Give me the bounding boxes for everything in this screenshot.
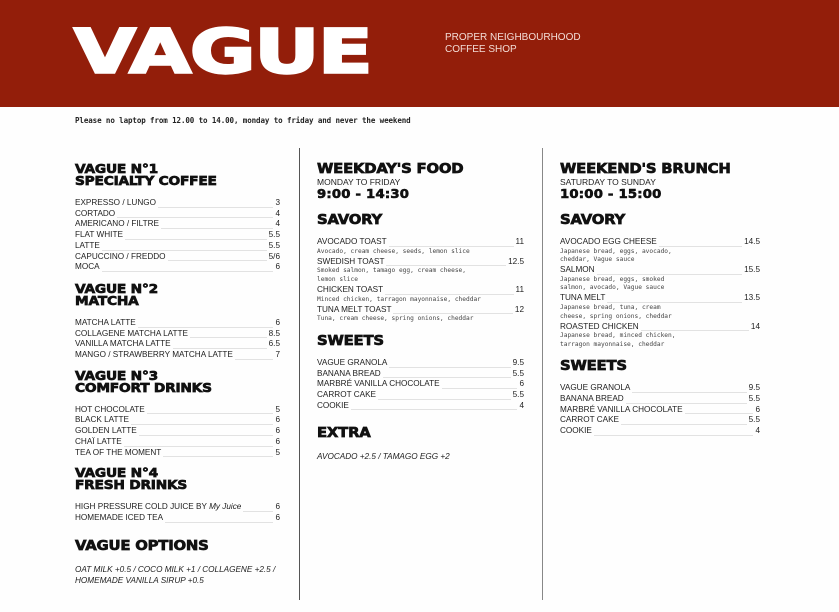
- dot-leader: [597, 274, 742, 275]
- menu-item: [560, 293, 760, 304]
- section-title: FRESH DRINKS: [75, 477, 188, 493]
- item-price: 5.5: [748, 415, 760, 425]
- dot-leader: [632, 392, 746, 393]
- drinks-column: [75, 163, 280, 586]
- dot-leader: [607, 302, 742, 303]
- item-price: 6: [275, 262, 280, 272]
- item-name: FLAT WHITE: [75, 230, 123, 240]
- column-title: WEEKEND'S BRUNCH: [560, 161, 731, 177]
- item-name: COOKIE: [560, 426, 592, 436]
- menu-item: [317, 390, 524, 401]
- item-price: 5.5: [748, 394, 760, 404]
- section-savory: [560, 214, 760, 349]
- section-title: SAVORY: [317, 212, 383, 228]
- dot-leader: [594, 435, 754, 436]
- item-name: EXPRESSO / LUNGO: [75, 198, 156, 207]
- menu-list: [75, 405, 280, 459]
- item-price: 6: [275, 502, 280, 512]
- item-price: 5: [275, 447, 280, 457]
- item-price: 11: [515, 284, 524, 294]
- item-description: Tuna, cream cheese, spring onions, cheddar: [317, 315, 474, 323]
- item-name: MARBRÉ VANILLA CHOCOLATE: [560, 404, 683, 414]
- item-name: AVOCADO TOAST: [317, 237, 387, 246]
- dot-leader: [621, 424, 747, 425]
- dot-leader: [386, 265, 506, 266]
- item-description: Japanese bread, eggs, avocado, cheddar, Vague sauce: [560, 247, 672, 264]
- menu-list: [317, 358, 524, 412]
- menu-item: [560, 237, 760, 248]
- item-price: 5/6: [268, 251, 280, 261]
- section-sweets: [317, 332, 524, 412]
- section-title: VAGUE N°4: [75, 465, 158, 481]
- item-price: 9.5: [748, 383, 760, 393]
- item-price: 15.5: [744, 265, 760, 275]
- tagline-line-1: PROPER NEIGHBOURHOOD: [445, 32, 581, 43]
- menu-item: [317, 257, 524, 268]
- item-name: BANANA BREAD: [317, 368, 381, 378]
- item-price: 5.5: [268, 240, 280, 250]
- menu-item: [317, 401, 524, 412]
- item-price: 6: [519, 379, 524, 389]
- dot-leader: [173, 348, 267, 349]
- dot-leader: [165, 522, 273, 523]
- dot-leader: [102, 250, 267, 251]
- dot-leader: [168, 260, 267, 261]
- dot-leader: [243, 511, 273, 512]
- item-price: 6: [275, 436, 280, 446]
- item-price: 6: [275, 317, 280, 327]
- item-name: HOT CHOCOLATE: [75, 404, 145, 414]
- item-price: 7: [275, 350, 280, 360]
- item-name: GOLDEN LATTE: [75, 426, 137, 436]
- section-title: COMFORT DRINKS: [75, 379, 212, 395]
- dot-leader: [235, 359, 274, 360]
- item-name: BANANA BREAD: [560, 394, 624, 404]
- dot-leader: [389, 246, 514, 247]
- item-name: TUNA MELT: [560, 293, 606, 303]
- menu-item: [75, 230, 280, 241]
- menu-list: [560, 237, 760, 349]
- menu-list: [317, 237, 524, 324]
- item-name: [75, 502, 243, 513]
- item-price: 3: [275, 198, 280, 207]
- item-name: VAGUE GRANOLA: [560, 383, 631, 393]
- dot-leader: [393, 313, 512, 314]
- item-price: 9.5: [512, 357, 524, 367]
- item-name: CARROT CAKE: [317, 389, 376, 399]
- menu-item: [317, 237, 524, 248]
- item-name: CHICKEN TOAST: [317, 284, 384, 294]
- laptop-notice: Please no laptop from 12.00 to 14.00, monday to friday and never the weekend: [75, 116, 411, 125]
- tagline: [445, 32, 581, 56]
- hours-label: 10:00 - 15:00: [560, 187, 662, 201]
- menu-item: [75, 318, 280, 329]
- item-name: SALMON: [560, 265, 595, 275]
- item-name: COLLAGENE MATCHA LATTE: [75, 328, 188, 338]
- item-price: 6.5: [268, 339, 280, 349]
- brand-logo: VAGUE: [74, 17, 372, 88]
- menu-list: [560, 383, 760, 437]
- section-fresh-drinks: [75, 467, 280, 523]
- menu-item: [75, 350, 280, 361]
- hours-label: 9:00 - 14:30: [317, 187, 410, 201]
- menu-item: [317, 369, 524, 380]
- dot-leader: [124, 446, 274, 447]
- dot-leader: [161, 228, 273, 229]
- item-name: BLACK LATTE: [75, 415, 129, 425]
- dot-leader: [102, 271, 274, 272]
- menu-item: [75, 502, 280, 513]
- section-title: SWEETS: [317, 332, 384, 349]
- menu-item: [75, 405, 280, 416]
- days-label: MONDAY TO FRIDAY: [317, 177, 401, 187]
- item-price: 6: [275, 426, 280, 436]
- section-title: VAGUE N°2: [75, 280, 158, 296]
- section-specialty-coffee: [75, 163, 280, 273]
- menu-item: [75, 448, 280, 459]
- item-name-text: HIGH PRESSURE COLD JUICE BY: [75, 502, 210, 512]
- menu-item: [75, 437, 280, 448]
- menu-item: [317, 285, 524, 296]
- item-name: ROASTED CHICKEN: [560, 321, 639, 331]
- item-price: 4: [275, 208, 280, 218]
- item-name: CARROT CAKE: [560, 415, 619, 425]
- item-price: 6: [275, 415, 280, 425]
- options-text: OAT MILK +0.5 / COCO MILK +1 / COLLAGENE +2.5 / HOMEMADE VANILLA SIRUP +0.5: [75, 564, 276, 585]
- menu-item: [75, 252, 280, 263]
- section-title: EXTRA: [317, 425, 371, 442]
- dot-leader: [131, 424, 273, 425]
- section-extra: [317, 427, 524, 462]
- dot-leader: [351, 409, 518, 410]
- menu-list: [75, 198, 280, 273]
- item-price: 5: [275, 404, 280, 414]
- dot-leader: [117, 217, 273, 218]
- item-price: 8.5: [268, 328, 280, 338]
- section-title: VAGUE N°1: [75, 161, 158, 176]
- menu-item: [75, 513, 280, 524]
- menu-item: [75, 329, 280, 340]
- header-banner: [0, 0, 839, 107]
- dot-leader: [147, 413, 274, 414]
- item-price: 6: [275, 512, 280, 522]
- item-name: VAGUE GRANOLA: [317, 357, 388, 367]
- item-name: MOCA: [75, 262, 100, 272]
- item-price: 14.5: [744, 237, 760, 246]
- dot-leader: [685, 413, 754, 414]
- item-description: Japanese bread, tuna, cream cheese, spring onions, cheddar: [560, 304, 672, 320]
- menu-item: [317, 305, 524, 316]
- item-description: Smoked salmon, tamago egg, cream cheese, lemon slice: [317, 267, 467, 283]
- dot-leader: [138, 327, 274, 328]
- section-title: SAVORY: [560, 212, 626, 228]
- menu-item: [560, 383, 760, 394]
- item-name: TEA OF THE MOMENT: [75, 447, 162, 457]
- section-savory: [317, 214, 524, 324]
- extra-text: AVOCADO +2.5 / TAMAGO EGG +2: [317, 452, 450, 462]
- dot-leader: [125, 239, 267, 240]
- section-title: SPECIALTY COFFEE: [75, 173, 217, 188]
- menu-item: [75, 198, 280, 209]
- dot-leader: [378, 399, 511, 400]
- dot-leader: [158, 207, 273, 208]
- item-name: SWEDISH TOAST: [317, 256, 385, 266]
- dot-leader: [641, 330, 749, 331]
- item-price: 5.5: [512, 389, 524, 399]
- item-price: 5.5: [268, 230, 280, 240]
- menu-item: [560, 426, 760, 437]
- item-price: 6: [755, 404, 760, 414]
- menu-item: [560, 405, 760, 416]
- item-price: 4: [275, 219, 280, 229]
- column-title: WEEKDAY'S FOOD: [317, 161, 464, 177]
- section-title: VAGUE N°3: [75, 367, 158, 383]
- dot-leader: [389, 367, 510, 368]
- section-title: MATCHA: [75, 292, 139, 308]
- dot-leader: [385, 294, 513, 295]
- dot-leader: [163, 456, 273, 457]
- menu-item: [560, 415, 760, 426]
- item-description: Japanese bread, minced chicken, tarragon mayonnaise, cheddar: [560, 332, 676, 348]
- item-price: 13.5: [744, 293, 760, 303]
- item-name: HOMEMADE ICED TEA: [75, 512, 164, 522]
- section-title: VAGUE OPTIONS: [75, 537, 209, 554]
- menu-item: [317, 358, 524, 369]
- item-name: CORTADO: [75, 208, 116, 218]
- item-name: VANILLA MATCHA LATTE: [75, 339, 171, 349]
- item-name: MANGO / STRAWBERRY MATCHA LATTE: [75, 350, 233, 360]
- menu-item: [75, 209, 280, 220]
- section-sweets: [560, 360, 760, 437]
- dot-leader: [190, 337, 267, 338]
- menu-item: [75, 339, 280, 350]
- item-name: MATCHA LATTE: [75, 317, 136, 327]
- item-price: 5.5: [512, 368, 524, 378]
- item-price: 4: [755, 426, 760, 436]
- menu-item: [75, 219, 280, 230]
- item-price: 11: [515, 237, 524, 246]
- item-price: 12: [514, 304, 524, 314]
- dot-leader: [626, 403, 747, 404]
- menu-item: [75, 426, 280, 437]
- section-title: SWEETS: [560, 358, 627, 375]
- brand-name: My Juice: [209, 502, 242, 512]
- item-price: 14: [750, 321, 760, 331]
- item-name: LATTE: [75, 240, 100, 250]
- item-name: CHAÏ LATTE: [75, 436, 122, 446]
- menu-item: [75, 262, 280, 273]
- item-description: Minced chicken, tarragon mayonnaise, cheddar: [317, 295, 481, 303]
- item-name: TUNA MELT TOAST: [317, 304, 392, 314]
- item-price: 4: [519, 400, 524, 410]
- item-name: AMERICANO / FILTRE: [75, 219, 160, 229]
- menu-item: [560, 265, 760, 276]
- dot-leader: [442, 388, 518, 389]
- menu-item: [317, 379, 524, 390]
- menu-item: [560, 322, 760, 333]
- item-name: COOKIE: [317, 400, 349, 410]
- menu-item: [75, 415, 280, 426]
- item-name: MARBRÉ VANILLA CHOCOLATE: [317, 379, 440, 389]
- section-options: [75, 537, 280, 586]
- dot-leader: [139, 435, 274, 436]
- weekday-food-column: [317, 163, 524, 462]
- tagline-line-2: COFFEE SHOP: [445, 44, 517, 55]
- days-label: SATURDAY TO SUNDAY: [560, 177, 656, 187]
- item-name: AVOCADO EGG CHEESE: [560, 237, 657, 246]
- menu-list: [75, 502, 280, 523]
- dot-leader: [659, 246, 742, 247]
- menu-list: [75, 318, 280, 361]
- menu-item: [560, 394, 760, 405]
- item-name: CAPUCCINO / FREDDO: [75, 251, 166, 261]
- item-description: Avocado, cream cheese, seeds, lemon slice: [317, 247, 470, 255]
- item-description: Japanese bread, eggs, smoked salmon, avocado, Vague sauce: [560, 275, 665, 292]
- weekend-brunch-column: [560, 163, 760, 437]
- menu-item: [75, 241, 280, 252]
- section-matcha: [75, 280, 280, 361]
- section-comfort-drinks: [75, 367, 280, 459]
- item-price: 12.5: [508, 256, 524, 266]
